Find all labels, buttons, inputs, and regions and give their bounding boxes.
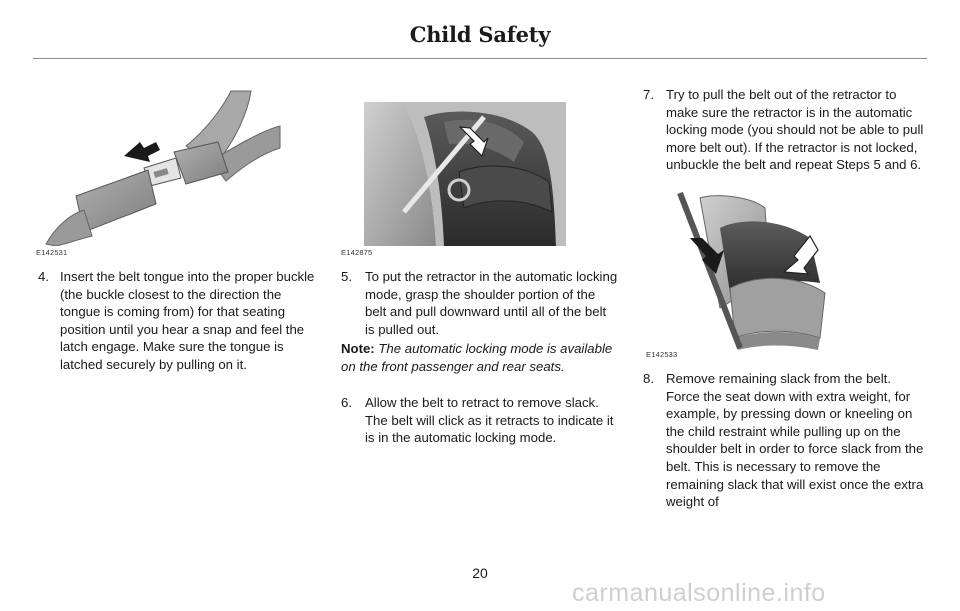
step-text: Try to pull the belt out of the retractor to make sure the retractor is in the automatic locking mode (you should not be able to pull more belt out). If the retractor is not locked, unbuckle the belt and repeat Steps 5 and 6.: [666, 87, 924, 173]
child-seat-illustration: [364, 102, 566, 246]
step-number: 7.: [643, 87, 654, 102]
step-number: 4.: [38, 269, 49, 284]
watermark: carmanualsonline.info: [572, 579, 826, 607]
step-text: Allow the belt to retract to remove slack. The belt will click as it retracts to indicate it is in the automatic locking mode.: [365, 395, 614, 446]
step-5: [341, 268, 619, 338]
note-label: Note:: [341, 341, 375, 356]
header-rule: [33, 58, 927, 59]
step-6: [341, 394, 621, 447]
step-7: [643, 86, 925, 174]
step-text: Insert the belt tongue into the proper buckle (the buckle closest to the direction the tongue is coming from) for that seating position until you hear a snap and feel the latch engage. Make sure the tongue is latched securely by pulling on it.: [60, 269, 315, 372]
figure-code: E142531: [36, 248, 68, 257]
figure-retractor-lock: [660, 188, 860, 356]
note: [341, 340, 615, 375]
step-text: Remove remaining slack from the belt. Force the seat down with extra weight, for example, by pressing down or kneeling on the child restraint while pulling up on the shoulder belt in order to force slack from the belt. This is necessary to remove the remaining slack that will exist once the extra weight of: [666, 371, 924, 510]
step-text: To put the retractor in the automatic locking mode, grasp the shoulder portion of the belt and pull downward until all of the belt is pulled out.: [365, 269, 618, 337]
step-number: 5.: [341, 269, 352, 284]
figure-code: E142875: [341, 248, 373, 257]
page-title: Child Safety: [409, 22, 551, 47]
arrow-icon: [124, 142, 160, 162]
belt-buckle-illustration: [36, 86, 286, 246]
figure-code: E142533: [646, 350, 678, 359]
figure-retractor-pull: [364, 102, 566, 246]
note-text: The automatic locking mode is available on the front passenger and rear seats.: [341, 341, 613, 374]
figure-belt-buckle: [36, 86, 286, 246]
page-number: 20: [472, 565, 488, 581]
step-number: 6.: [341, 395, 352, 410]
step-8: [643, 370, 925, 511]
child-seat-illustration: [660, 188, 860, 356]
step-number: 8.: [643, 371, 654, 386]
step-4: [38, 268, 316, 374]
